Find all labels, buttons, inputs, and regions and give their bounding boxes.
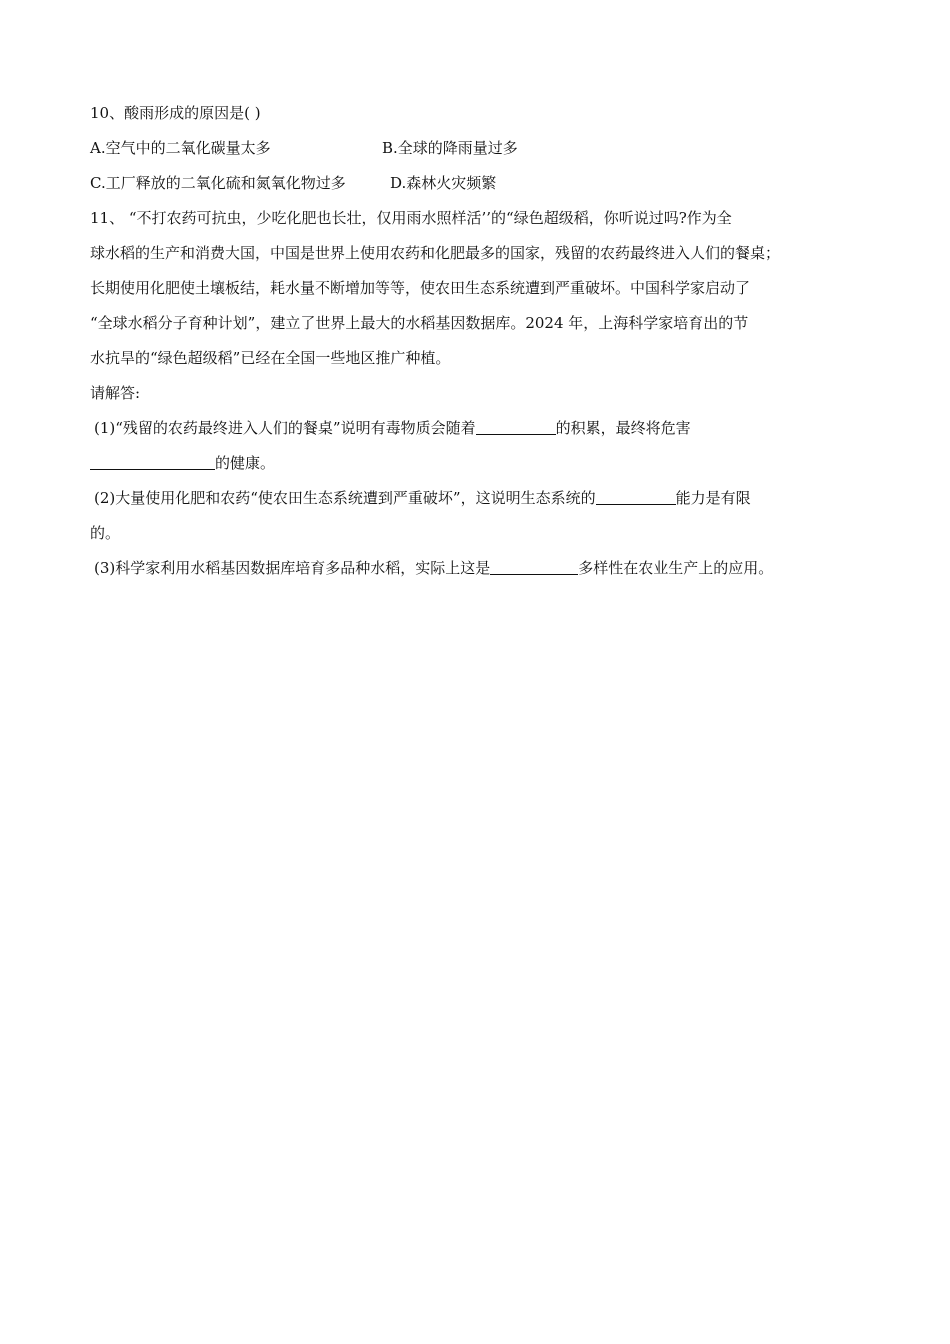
answer-blank-1[interactable]: [476, 419, 556, 435]
sub-2-text-b: 能力是有限: [675, 489, 751, 507]
worksheet-page: [90, 96, 860, 586]
passage-line: 球水稻的生产和消费大国，中国是世界上使用农药和化肥最多的国家，残留的农药最终进入人们的餐桌；: [90, 244, 781, 262]
question-11-prompt: 请解答:: [90, 384, 141, 402]
question-10-option-d: D.森林火灾频繁: [390, 174, 497, 192]
answer-blank-4[interactable]: [490, 559, 578, 575]
passage-line: 水抗旱的“绿色超级稻”已经在全国一些地区推广种植。: [90, 349, 451, 367]
question-11-passage: [90, 201, 860, 376]
sub-2-text-a: (2)大量使用化肥和农药“使农田生态系统遭到严重破坏”，这说明生态系统的: [94, 489, 596, 507]
sub-3-text-a: (3)科学家利用水稻基因数据库培育多品种水稻，实际上这是: [94, 559, 491, 577]
sub-1-text-a: (1)“残留的农药最终进入人们的餐桌”说明有毒物质会随着: [94, 419, 476, 437]
passage-line: 长期使用化肥使土壤板结，耗水量不断增加等等，使农田生态系统遭到严重破坏。中国科学家启动了: [90, 279, 751, 297]
question-10-options-row-1: [90, 131, 860, 166]
answer-blank-2[interactable]: [90, 454, 215, 470]
answer-blank-3[interactable]: [596, 489, 676, 505]
question-10-options-row-2: [90, 166, 860, 201]
question-10-option-a: A.空气中的二氧化碳量太多: [90, 139, 271, 157]
passage-line: 11、 “不打农药可抗虫，少吃化肥也长壮，仅用雨水照样活’’的“绿色超级稻，你听说过吗?作为全: [90, 209, 732, 227]
question-11-sub-2-cont: 的。: [90, 524, 121, 542]
question-10-option-c: C.工厂释放的二氧化硫和氮氧化物过多: [90, 174, 346, 192]
question-10-stem: 10、酸雨形成的原因是( ): [90, 104, 261, 122]
question-11-sub-1: [90, 411, 860, 446]
question-11-sub-3: [90, 551, 860, 586]
question-11-sub-1-cont: [90, 446, 860, 481]
question-10-option-b: B.全球的降雨量过多: [382, 139, 518, 157]
passage-line: “全球水稻分子育种计划”，建立了世界上最大的水稻基因数据库。2024 年，上海科学家培育出的节: [90, 314, 749, 332]
sub-1-text-b: 的积累，最终将危害: [555, 419, 691, 437]
sub-3-text-b: 多样性在农业生产上的应用。: [578, 559, 774, 577]
question-11-sub-2: [90, 481, 860, 516]
sub-1-text-c: 的健康。: [215, 454, 276, 472]
